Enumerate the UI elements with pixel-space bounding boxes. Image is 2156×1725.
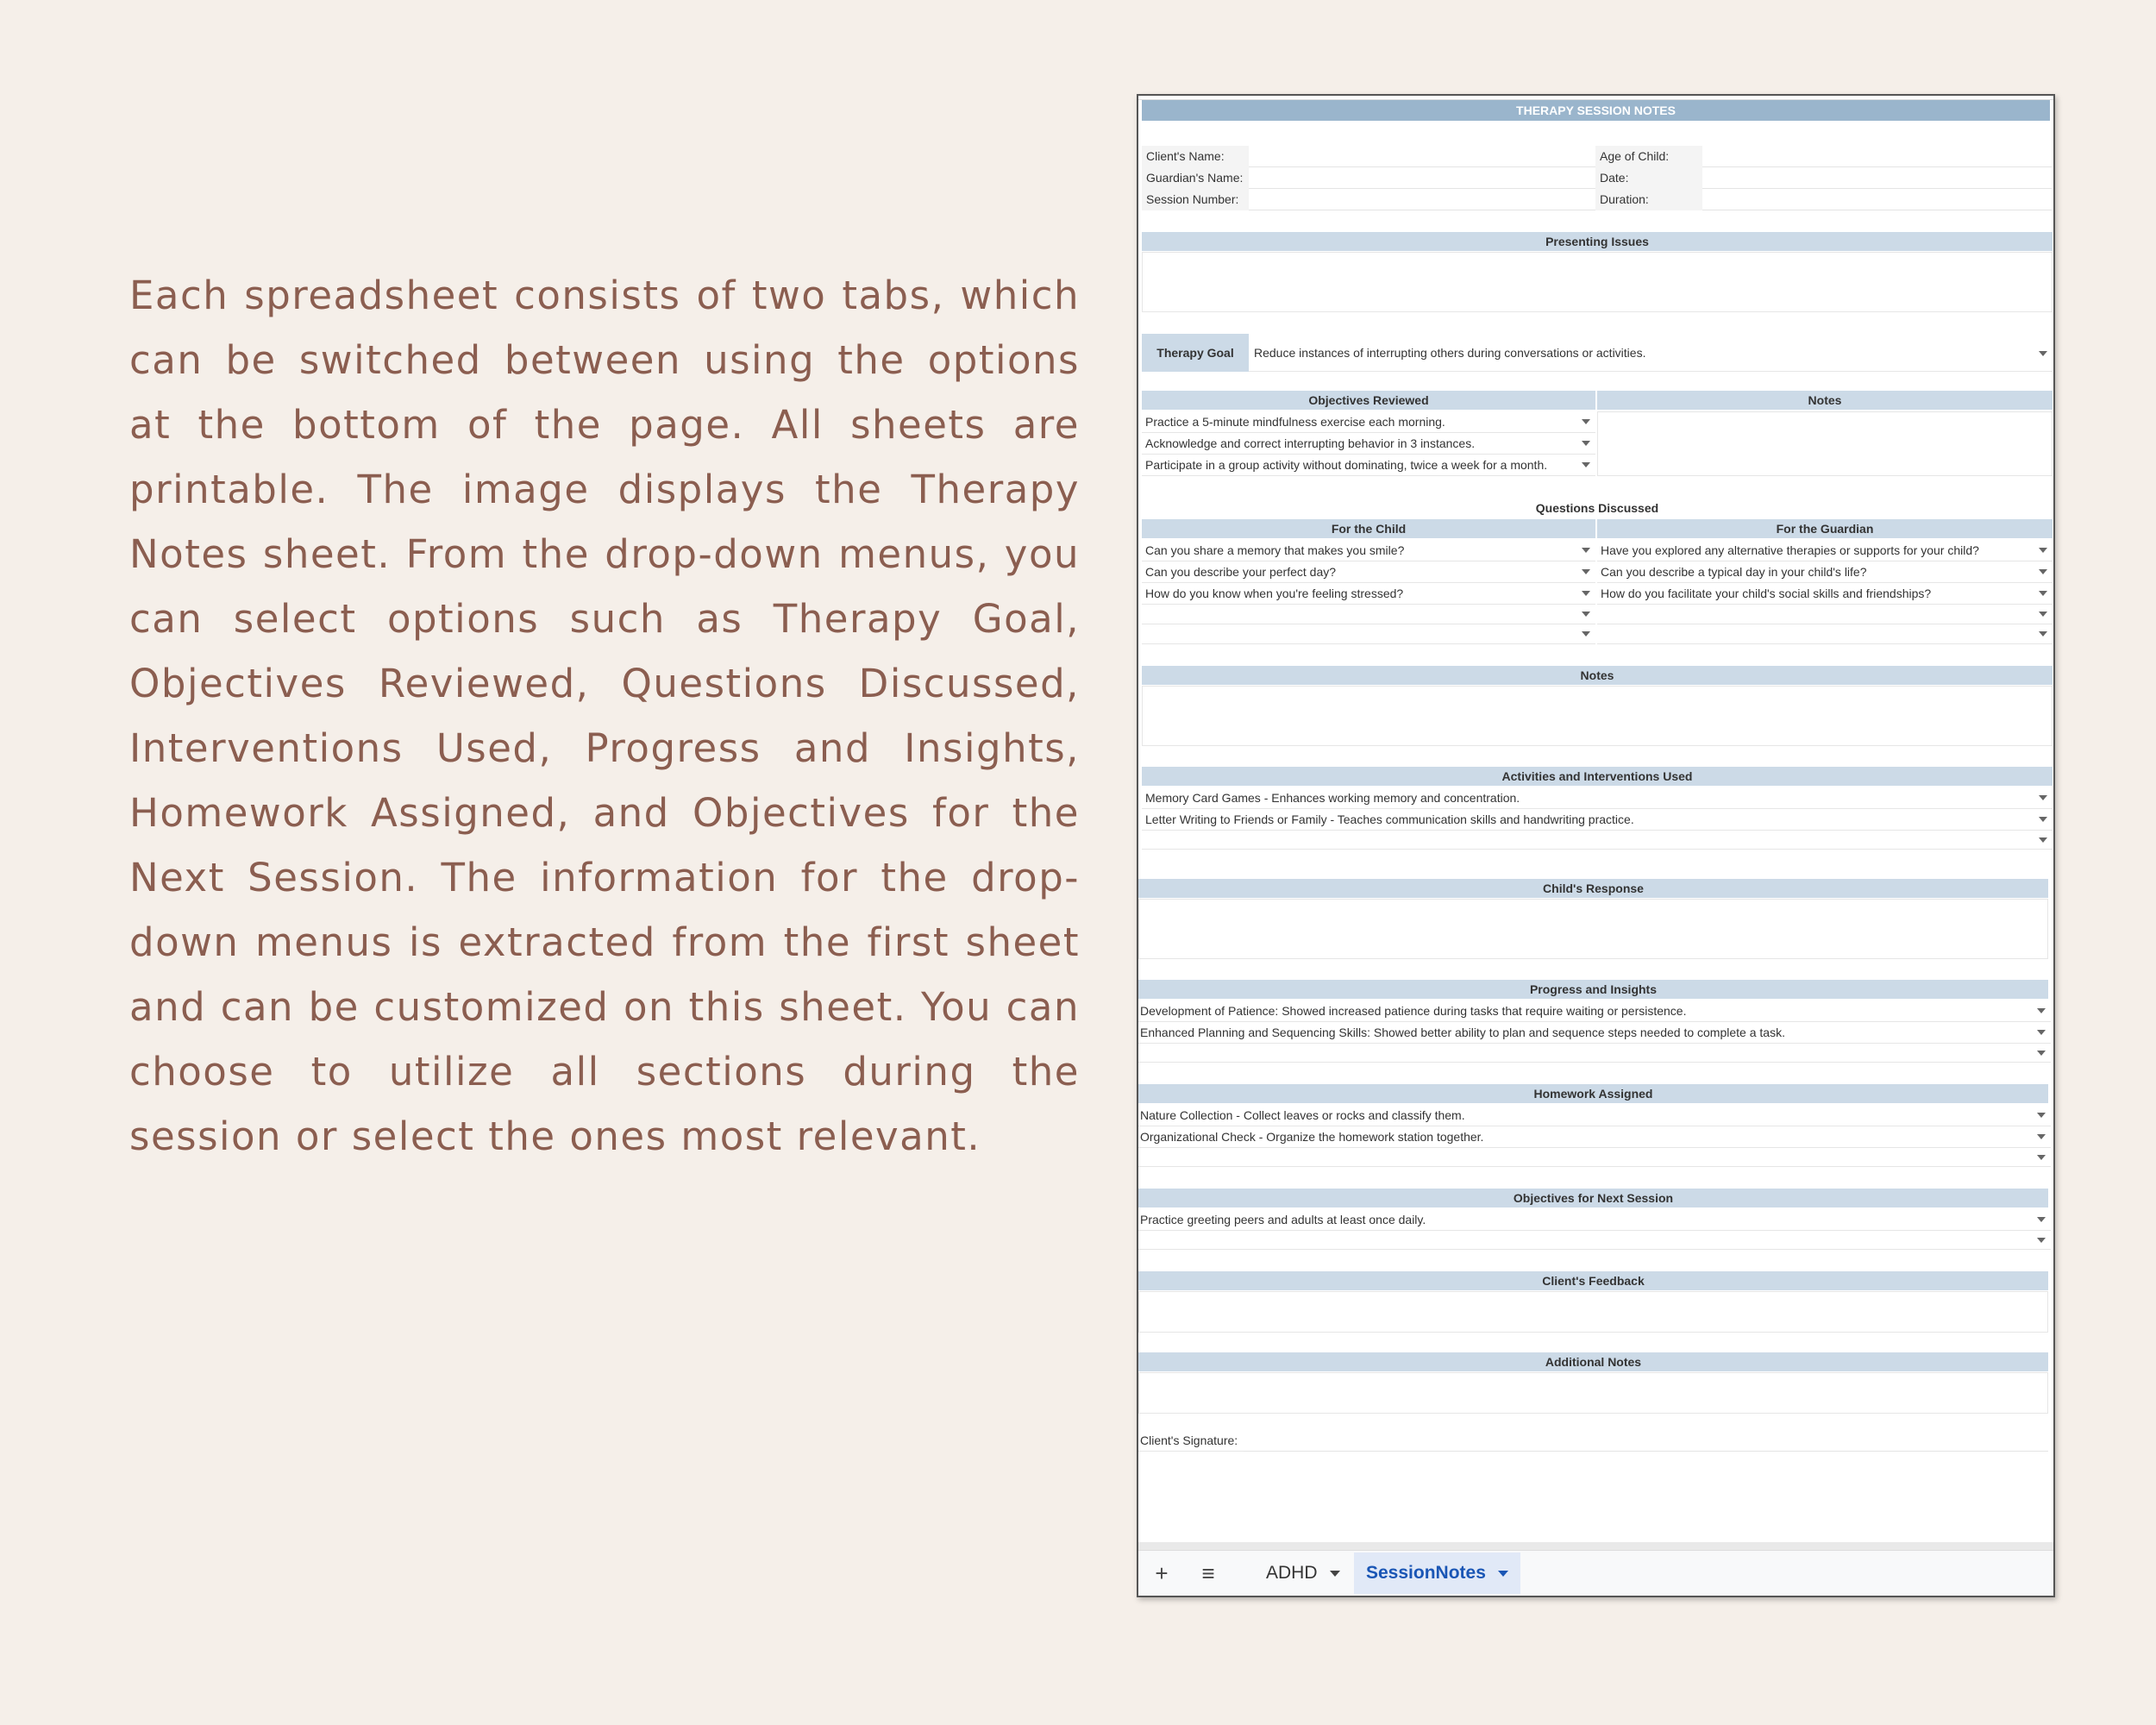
tab-label: SessionNotes [1366,1563,1486,1583]
progress-dropdown[interactable] [1138,1044,2051,1063]
guardian-question-dropdown[interactable] [1597,561,2053,583]
chevron-down-icon [1582,612,1590,617]
objective-text: Practice a 5-minute mindfulness exercise each morning. [1145,415,1445,429]
child-question-dropdown[interactable] [1142,540,1595,561]
guardian-name-label: Guardian's Name: [1142,167,1249,189]
signature-label: Client's Signature: [1138,1430,1244,1452]
questions-discussed-header: Questions Discussed [1535,501,1659,515]
spreadsheet-window [1137,94,2055,1597]
client-feedback-header: Client's Feedback [1138,1271,2048,1290]
therapy-goal-dropdown[interactable] [1249,334,2053,372]
homework-dropdown[interactable] [1138,1126,2051,1148]
chevron-down-icon [2039,569,2047,574]
next-objective-dropdown[interactable] [1138,1231,2051,1250]
chevron-down-icon [1582,569,1590,574]
objectives-notes-field[interactable] [1597,411,2053,476]
progress-text: Enhanced Planning and Sequencing Skills: Showed better ability to plan and sequence steps needed to complete a task. [1140,1026,1785,1039]
sheet-tab-bar [1138,1550,2053,1596]
client-name-label: Client's Name: [1142,146,1249,167]
guardian-question-dropdown[interactable] [1597,583,2053,605]
question-text: Can you describe your perfect day? [1145,565,1337,579]
objective-text: Participate in a group activity without dominating, twice a week for a month. [1145,458,1548,472]
notes-field[interactable] [1142,686,2053,746]
presenting-issues-field[interactable] [1142,252,2053,312]
sheet-title: THERAPY SESSION NOTES [1142,100,2050,121]
chevron-down-icon [2039,631,2047,637]
progress-dropdown[interactable] [1138,1022,2051,1044]
question-text: Have you explored any alternative therapies or supports for your child? [1601,543,1979,557]
childs-response-field[interactable] [1138,899,2048,959]
all-sheets-menu-icon[interactable]: ≡ [1201,1560,1215,1586]
tab-sessionnotes[interactable] [1354,1552,1520,1594]
chevron-down-icon [2039,817,2047,822]
session-number-label: Session Number: [1142,189,1249,210]
chevron-down-icon [2037,1030,2046,1035]
next-objective-text: Practice greeting peers and adults at least once daily. [1140,1213,1426,1226]
add-sheet-icon[interactable]: + [1155,1560,1169,1586]
chevron-down-icon [2039,795,2047,800]
activity-text: Memory Card Games - Enhances working memory and concentration. [1145,791,1520,805]
next-objective-dropdown[interactable] [1138,1209,2051,1231]
duration-label: Duration: [1595,189,1702,210]
duration-field[interactable] [1702,189,2052,210]
additional-notes-field[interactable] [1138,1372,2048,1414]
child-question-dropdown[interactable] [1142,561,1595,583]
client-name-field[interactable] [1249,146,1595,167]
homework-text: Nature Collection - Collect leaves or rocks and classify them. [1140,1108,1465,1122]
activity-dropdown[interactable] [1142,809,2053,831]
chevron-down-icon [1330,1571,1340,1577]
guardian-question-dropdown[interactable] [1597,624,2053,644]
chevron-down-icon [1582,419,1590,424]
therapy-goal-label: Therapy Goal [1142,334,1249,372]
chevron-down-icon [2039,591,2047,596]
description-text: Each spreadsheet consists of two tabs, which can be switched between using the options at the bottom of the page. All sheets are printable. The image displays the Therapy Notes sheet. From the drop-down menus, you can select options such as Therapy Goal, Objectives Reviewed, Questions Discussed, Interventions Used, Progress and Insights, Homework Assigned, and Objectives for the Next Session. The information for the drop-down menus is extracted from the first sheet and can be customized on this sheet. You can choose to utilize all sections during the session or select the ones most relevant. [129,273,1080,1159]
activity-dropdown[interactable] [1142,787,2053,809]
age-label: Age of Child: [1595,146,1702,167]
chevron-down-icon [1498,1571,1508,1577]
chevron-down-icon [2037,1008,2046,1013]
child-question-dropdown[interactable] [1142,605,1595,624]
progress-dropdown[interactable] [1138,1000,2051,1022]
therapy-goal-value: Reduce instances of interrupting others during conversations or activities. [1254,346,1646,360]
child-question-dropdown[interactable] [1142,624,1595,644]
signature-field[interactable] [1244,1430,2048,1452]
objective-text: Acknowledge and correct interrupting behavior in 3 instances. [1145,436,1476,450]
homework-dropdown[interactable] [1138,1105,2051,1126]
age-field[interactable] [1702,146,2052,167]
question-text: How do you facilitate your child's social skills and friendships? [1601,586,1932,600]
childs-response-header: Child's Response [1138,879,2048,898]
activity-text: Letter Writing to Friends or Family - Teaches communication skills and handwriting practice. [1145,812,1634,826]
client-feedback-field[interactable] [1138,1291,2048,1333]
chevron-down-icon [2037,1217,2046,1222]
tab-label: ADHD [1266,1563,1318,1583]
notes-section-header: Notes [1142,666,2053,685]
child-question-dropdown[interactable] [1142,583,1595,605]
question-text: How do you know when you're feeling stressed? [1145,586,1404,600]
guardian-question-dropdown[interactable] [1597,540,2053,561]
progress-text: Development of Patience: Showed increased patience during tasks that require waiting or persistence. [1140,1004,1687,1018]
guardian-question-dropdown[interactable] [1597,605,2053,624]
chevron-down-icon [2039,837,2047,843]
chevron-down-icon [2039,548,2047,553]
progress-header: Progress and Insights [1138,980,2048,999]
chevron-down-icon [2037,1134,2046,1139]
session-number-field[interactable] [1249,189,1595,210]
additional-notes-header: Additional Notes [1138,1352,2048,1371]
for-child-header: For the Child [1142,519,1595,538]
next-objectives-header: Objectives for Next Session [1138,1189,2048,1208]
guardian-name-field[interactable] [1249,167,1595,189]
homework-header: Homework Assigned [1138,1084,2048,1103]
question-text: Can you describe a typical day in your child's life? [1601,565,1867,579]
activity-dropdown[interactable] [1142,831,2053,850]
date-label: Date: [1595,167,1702,189]
chevron-down-icon [1582,591,1590,596]
chevron-down-icon [1582,462,1590,467]
date-field[interactable] [1702,167,2052,189]
chevron-down-icon [1582,441,1590,446]
question-text: Can you share a memory that makes you smile? [1145,543,1405,557]
chevron-down-icon [2037,1155,2046,1160]
chevron-down-icon [2037,1238,2046,1243]
homework-dropdown[interactable] [1138,1148,2051,1167]
objective-dropdown[interactable] [1142,411,1595,433]
chevron-down-icon [2039,351,2047,356]
chevron-down-icon [1582,631,1590,637]
chevron-down-icon [1582,548,1590,553]
presenting-issues-header: Presenting Issues [1142,232,2053,251]
tab-adhd[interactable] [1254,1552,1352,1594]
for-guardian-header: For the Guardian [1597,519,2053,538]
objectives-reviewed-header: Objectives Reviewed [1142,391,1595,410]
objective-dropdown[interactable] [1142,455,1595,476]
chevron-down-icon [2039,612,2047,617]
chevron-down-icon [2037,1051,2046,1056]
notes-header: Notes [1597,391,2053,410]
activities-header: Activities and Interventions Used [1142,767,2053,786]
homework-text: Organizational Check - Organize the homework station together. [1140,1130,1484,1144]
chevron-down-icon [2037,1113,2046,1118]
objective-dropdown[interactable] [1142,433,1595,455]
